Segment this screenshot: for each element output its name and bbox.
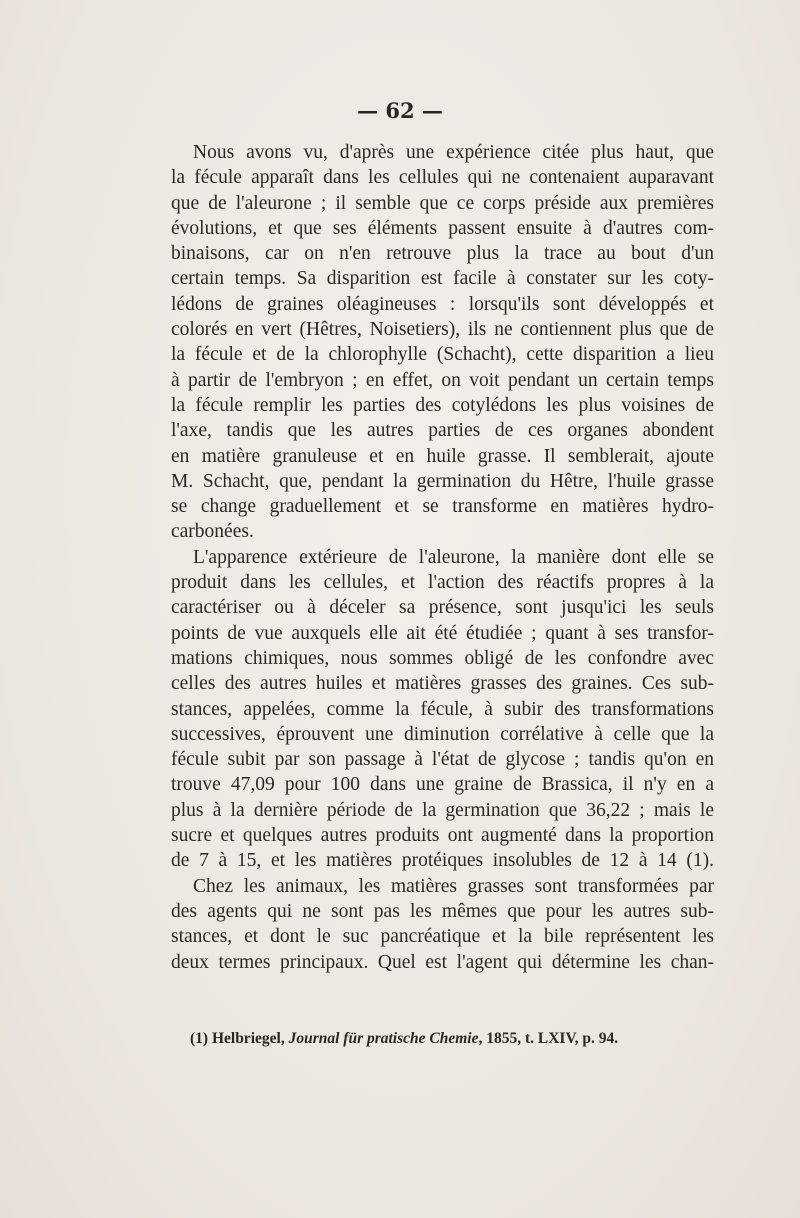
text-line: la fécule apparaît dans les cellules qui ne contenaient auparavant: [171, 167, 714, 189]
text-line: lédons de graines oléagineuses : lorsqu'ils sont développés et: [171, 293, 714, 315]
text-line: colorés en vert (Hêtres, Noisetiers), ils ne contiennent plus que de: [171, 319, 714, 341]
text-line: L'apparence extérieure de l'aleurone, la manière dont elle se: [193, 546, 714, 568]
text-line: mations chimiques, nous sommes obligé de les confondre avec: [171, 647, 714, 669]
text-line: stances, et dont le suc pancréatique et la bile représentent les: [171, 926, 714, 948]
text-line: caractériser ou à déceler sa présence, sont jusqu'ici les seuls: [171, 597, 714, 619]
text-line: Chez les animaux, les matières grasses sont transformées par: [193, 875, 714, 897]
text-line: points de vue auxquels elle ait été étudiée ; quant à ses transfor-: [171, 622, 714, 644]
text-line: produit dans les cellules, et l'action des réactifs propres à la: [171, 572, 714, 594]
text-line: de 7 à 15, et les matières protéiques insolubles de 12 à 14 (1).: [171, 850, 714, 872]
text-line: binaisons, car on n'en retrouve plus la trace au bout d'un: [171, 243, 714, 265]
text-line: la fécule et de la chlorophylle (Schacht), cette disparition a lieu: [171, 344, 714, 366]
text-line: trouve 47,09 pour 100 dans une graine de Brassica, il n'y en a: [171, 774, 714, 796]
text-line: Nous avons vu, d'après une expérience citée plus haut, que: [193, 142, 714, 163]
footnote-prefix: (1) Helbriegel,: [190, 1030, 289, 1047]
text-line: des agents qui ne sont pas les mêmes que pour les autres sub-: [171, 900, 714, 922]
text-line: plus à la dernière période de la germination que 36,22 ; mais le: [171, 799, 714, 821]
footnote: [190, 1030, 618, 1048]
body-text: [171, 140, 714, 975]
text-line: à partir de l'embryon ; en effet, on voit pendant un certain temps: [171, 369, 714, 391]
page-number: — 62 —: [357, 98, 443, 123]
text-line: M. Schacht, que, pendant la germination du Hêtre, l'huile grasse: [171, 470, 714, 492]
text-line: l'axe, tandis que les autres parties de ces organes abondent: [171, 420, 714, 442]
text-line: deux termes principaux. Quel est l'agent qui détermine les chan-: [171, 951, 714, 973]
text-line: évolutions, et que ses éléments passent ensuite à d'autres com-: [171, 217, 714, 239]
text-line: stances, appelées, comme la fécule, à subir des transformations: [171, 698, 714, 720]
text-line: se change graduellement et se transforme en matières hydro-: [171, 496, 714, 518]
text-line: celles des autres huiles et matières grasses des graines. Ces sub-: [171, 673, 714, 695]
text-line: la fécule remplir les parties des cotylédons les plus voisines de: [171, 394, 714, 416]
footnote-journal: Journal für pratische Chemie: [288, 1030, 479, 1047]
text-line: successives, éprouvent une diminution corrélative à celle que la: [171, 723, 714, 745]
text-line: en matière granuleuse et en huile grasse. Il semblerait, ajoute: [171, 445, 714, 467]
text-line: que de l'aleurone ; il semble que ce corps préside aux premières: [171, 192, 714, 214]
text-line: certain temps. Sa disparition est facile à constater sur les coty-: [171, 268, 714, 290]
text-line: carbonées.: [171, 521, 254, 543]
text-line: fécule subit par son passage à l'état de glycose ; tandis qu'on en: [171, 749, 714, 771]
text-line: sucre et quelques autres produits ont augmenté dans la proportion: [171, 825, 714, 847]
footnote-suffix: , 1855, t. LXIV, p. 94.: [478, 1030, 619, 1047]
